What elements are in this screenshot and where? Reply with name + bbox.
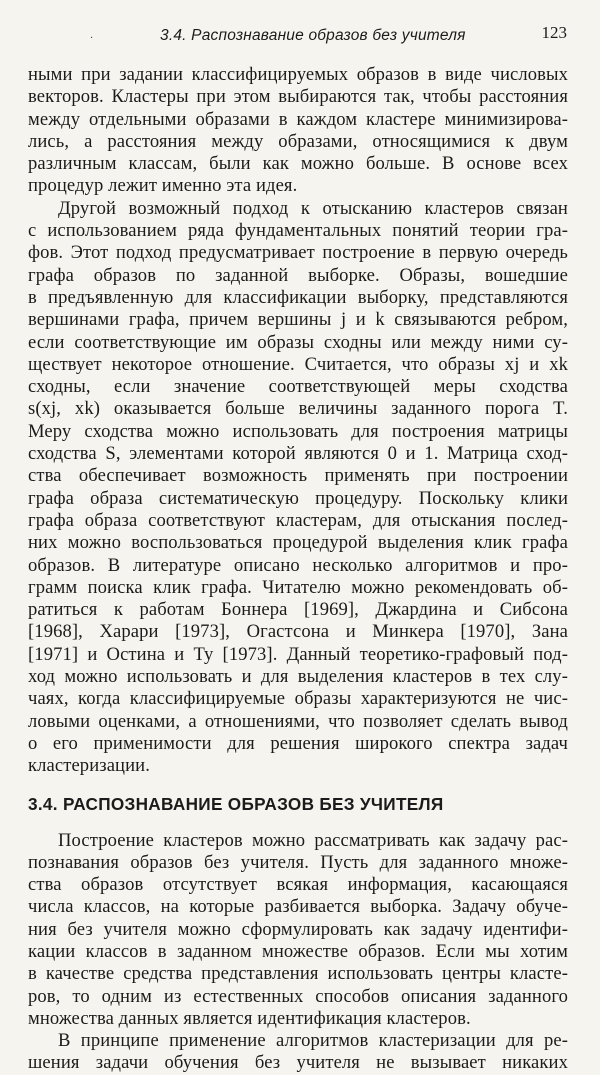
text-line: них можно воспользоваться процедурой выделения клик графа bbox=[28, 532, 568, 554]
text-line: графа образа соответствуют кластерам, для отыскания послед- bbox=[28, 509, 568, 531]
text-line: лись, а расстояния между образами, относящимися к двум bbox=[28, 130, 568, 152]
text-line: Меру сходства можно использовать для построения матрицы bbox=[28, 420, 568, 442]
text-line: познавания образов без учителя. Пусть для заданного множе- bbox=[28, 851, 568, 873]
text-line: [1971] и Остина и Ту [1973]. Данный теоретико-графовый под- bbox=[28, 643, 568, 665]
text-line: векторов. Кластеры при этом выбираются так, чтобы расстояния bbox=[28, 86, 568, 108]
text-line: В принципе применение алгоритмов кластеризации для ре- bbox=[58, 1030, 568, 1052]
text-line: с использованием ряда фундаментальных понятий теории гра- bbox=[28, 220, 568, 242]
text-line: в качестве средства представления использовать центры класте- bbox=[28, 963, 568, 985]
text-line: ловыми оценками, а отношениями, что позволяет сделать вывод bbox=[28, 710, 568, 732]
text-line: вершинами графа, причем вершины j и k связываются ребром, bbox=[28, 309, 568, 331]
text-line: s(xj, xk) оказывается больше величины заданного порога T. bbox=[28, 398, 568, 420]
text-line: ход можно использовать и для выделения кластеров в тех слу- bbox=[28, 666, 568, 688]
text-line: между отдельными образами в каждом кластере минимизирова- bbox=[28, 108, 568, 130]
text-line: грамм поиска клик графа. Читателю можно рекомендовать об- bbox=[28, 576, 568, 598]
text-line: ществует некоторое отношение. Считается, что образы xj и xk bbox=[28, 353, 568, 375]
text-line: графа образов по заданной выборке. Образы, вошедшие bbox=[28, 264, 568, 286]
text-line: различным классам, были как можно больше. В основе всех bbox=[28, 153, 568, 175]
text-line: ными при задании классифицируемых образов в виде числовых bbox=[28, 64, 568, 85]
text-line: чаях, когда классифицируемые образы характеризуются не чис- bbox=[28, 688, 568, 710]
text-line: Другой возможный подход к отысканию кластеров связан bbox=[58, 197, 568, 219]
paragraph-1 bbox=[28, 64, 568, 198]
text-line: ратиться к работам Боннера [1969], Джардина и Сибсона bbox=[28, 599, 568, 621]
text-line: [1968], Харари [1973], Огастсона и Минкера [1970], Зана bbox=[28, 621, 568, 643]
text-line: в предъявленную для классификации выборку, представляются bbox=[28, 286, 568, 308]
text-line: графа образа систематическую процедуру. Поскольку клики bbox=[28, 487, 568, 509]
text-line: образов. В литературе описано несколько алгоритмов и про- bbox=[28, 554, 568, 576]
text-line: о его применимости для решения широкого спектра задач bbox=[28, 732, 568, 754]
running-title: 3.4. Распознавание образов без учителя bbox=[160, 27, 466, 44]
page-body bbox=[28, 64, 568, 1075]
text-line: кации классов в заданном множестве образов. Если мы хотим bbox=[28, 940, 568, 962]
page-number: 123 bbox=[541, 23, 567, 42]
text-line: Построение кластеров можно рассматривать как задачу рас- bbox=[58, 829, 568, 851]
text-line: числа классов, на которые разбивается выборка. Задачу обуче- bbox=[28, 896, 568, 918]
header-dot: · bbox=[90, 33, 94, 44]
paragraph-2 bbox=[28, 198, 568, 778]
text-line: множества данных является идентификация кластеров. bbox=[28, 1007, 471, 1029]
text-line: фов. Этот подход предусматривает построение в первую очередь bbox=[28, 242, 568, 264]
text-line: шения задачи обучения без учителя не вызывает никаких bbox=[28, 1052, 568, 1074]
text-line: сходства S, элементами которой являются 0 и 1. Матрица сход- bbox=[28, 443, 568, 465]
running-header bbox=[0, 0, 600, 60]
text-line: сходны, если значение соответствующей меры сходства bbox=[28, 376, 568, 398]
text-line: ния без учителя можно сформулировать как задачу идентифи- bbox=[28, 918, 568, 940]
paragraph-4 bbox=[28, 1030, 568, 1075]
text-line: кластеризации. bbox=[28, 755, 150, 777]
text-line: если соответствующие им образы сходны или между ними су- bbox=[28, 331, 568, 353]
text-line: ства образов отсутствует всякая информация, касающаяся bbox=[28, 874, 568, 896]
text-line: ров, то одним из естественных способов описания заданного bbox=[28, 985, 568, 1007]
text-line: ства обеспечивает возможность применять при построении bbox=[28, 465, 568, 487]
section-heading: 3.4. РАСПОЗНАВАНИЕ ОБРАЗОВ БЕЗ УЧИТЕЛЯ bbox=[28, 793, 444, 814]
text-line: процедур лежит именно эта идея. bbox=[28, 175, 298, 197]
